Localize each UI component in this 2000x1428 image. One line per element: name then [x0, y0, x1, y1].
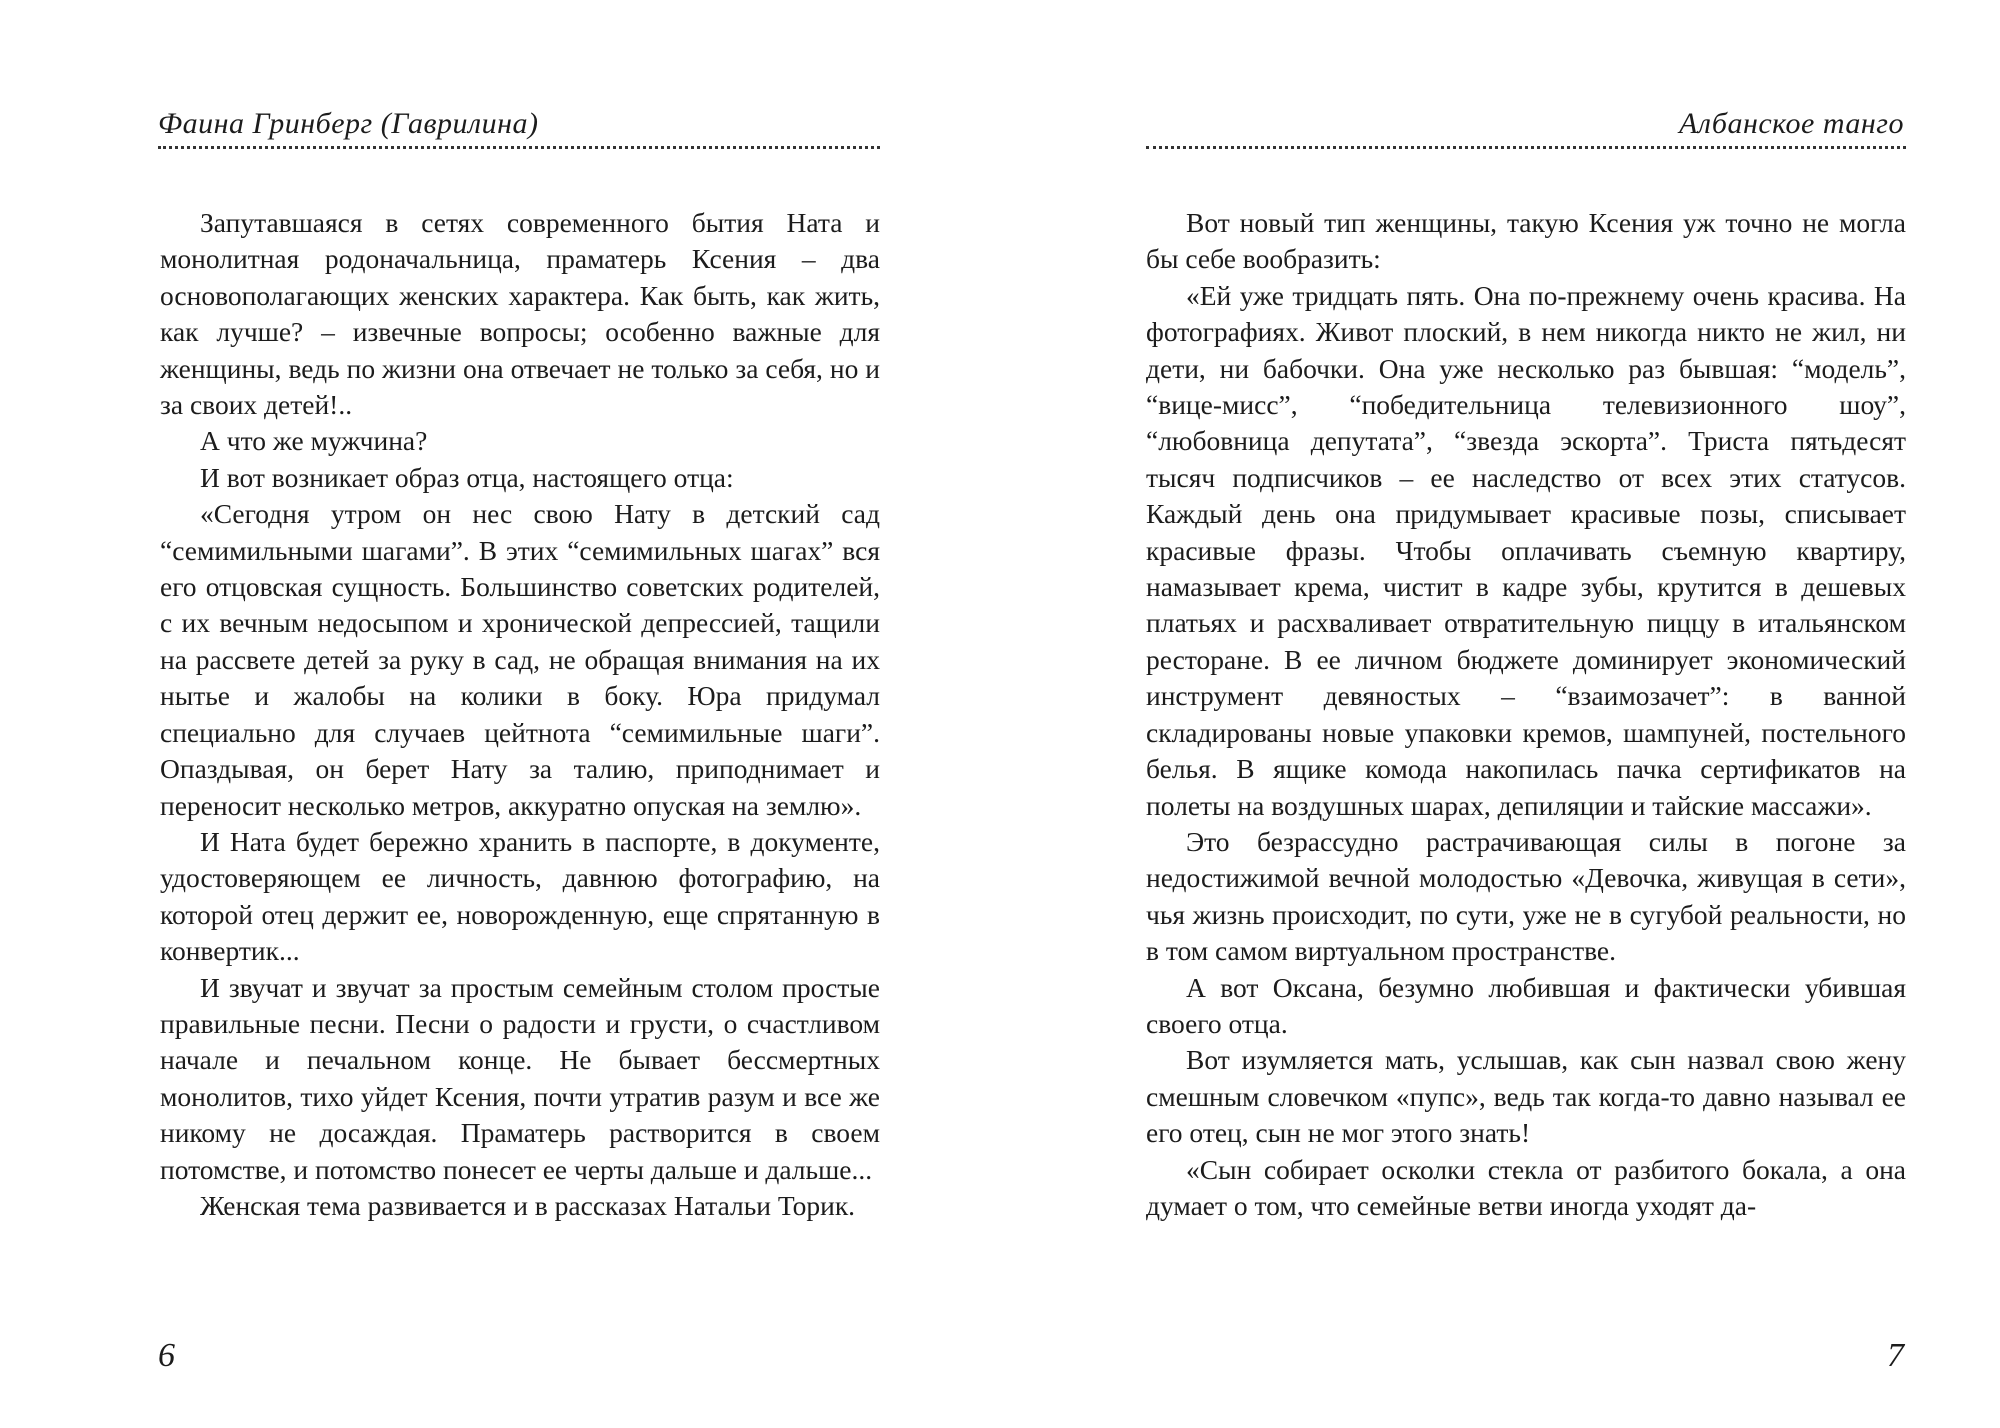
header-dotted-rule: [158, 146, 880, 149]
paragraph: Женская тема развивается и в рассказах Натальи Торик.: [200, 1189, 856, 1221]
right-page-body: [1146, 205, 1906, 1224]
paragraph: Вот изумляется мать, услышав, как сын назвал свою жену смешным словечком «пупс», ведь так когда-то давно называл ее его отец, сын не мог этого знать!: [1146, 1044, 1906, 1149]
paragraph: И звучат и звучат за простым семейным столом простые правильные песни. Песни о радости и грусти, о счастливом начале и печальном конце. Не бывает бессмертных монолитов, тихо уйдет Ксения, почти утратив разум и все же никому не досаждая. Праматерь растворится в своем потомстве, и потомство понесет ее черты дальше и дальше...: [160, 971, 880, 1185]
paragraph: И Ната будет бережно хранить в паспорте, в документе, удостоверяющем ее личность, давнюю фотографию, на которой отец держит ее, новорожденную, еще спрятанную в конвертик...: [160, 825, 880, 967]
running-head-title: Албанское танго: [1679, 107, 1904, 140]
paragraph: «Сын собирает осколки стекла от разбитого бокала, а она думает о том, что семейные ветви иногда уходят да-: [1146, 1153, 1906, 1221]
paragraph: «Ей уже тридцать пять. Она по-прежнему очень красива. На фотографиях. Живот плоский, в нем никогда никто не жил, ни дети, ни бабочки. Она уже несколько раз бывшая: “модель”, “вице-мисс”, “победительница телевизионного шоу”, “любовница депутата”, “звезда эскорта”. Триста пятьдесят тысяч подписчиков – ее наследство от всех этих статусов. Каждый день она придумывает красивые позы, списывает красивые фразы. Чтобы оплачивать съемную квартиру, намазывает крема, чистит в кадре зубы, крутится в дешевых платьях и расхваливает отвратительную пиццу в итальянском ресторане. В ее личном бюджете доминирует экономический инструмент девяностых – “взаимозачет”: в ванной складированы новые упаковки кремов, шампуней, постельного белья. В ящике комода накопилась пачка сертификатов на полеты на воздушных шарах, депиляции и тайские массажи».: [1146, 279, 1906, 821]
page-number: 6: [158, 1337, 175, 1374]
paragraph: И вот возникает образ отца, настоящего отца:: [200, 461, 734, 493]
header-dotted-rule: [1146, 146, 1906, 149]
paragraph: Запутавшаяся в сетях современного бытия Ната и монолитная родоначальница, праматерь Ксения – два основополагающих женских характера. Как быть, как жить, как лучше? – извечные вопросы; особенно важные для женщины, ведь по жизни она отвечает не только за себя, но и за своих детей!..: [160, 207, 880, 421]
paragraph: «Сегодня утром он нес свою Нату в детский сад “семимильными шагами”. В этих “семимильных шагах” вся его отцовская сущность. Большинство советских родителей, с их вечным недосыпом и хронической депрессией, тащили на рассвете детей за руку в сад, не обращая внимания на их нытье и жалобы на колики в боку. Юра придумал специально для случаев цейтнота “семимильные шаги”. Опаздывая, он берет Нату за талию, приподнимает и переносит несколько метров, аккуратно опуская на землю».: [160, 498, 880, 821]
left-page-body: [160, 205, 880, 1224]
running-head-author: Фаина Гринберг (Гаврилина): [158, 107, 539, 140]
right-page: [1000, 0, 2000, 1428]
paragraph: А что же мужчина?: [200, 425, 428, 457]
page-number: 7: [1887, 1337, 1904, 1374]
paragraph: Вот новый тип женщины, такую Ксения уж точно не могла бы себе вообразить:: [1146, 207, 1906, 275]
paragraph: А вот Оксана, безумно любившая и фактически убившая своего отца.: [1146, 971, 1906, 1039]
paragraph: Это безрассудно растрачивающая силы в погоне за недостижимой вечной молодостью «Девочка, живущая в сети», чья жизнь происходит, по сути, уже не в сугубой реальности, но в том самом виртуальном пространстве.: [1146, 825, 1906, 967]
